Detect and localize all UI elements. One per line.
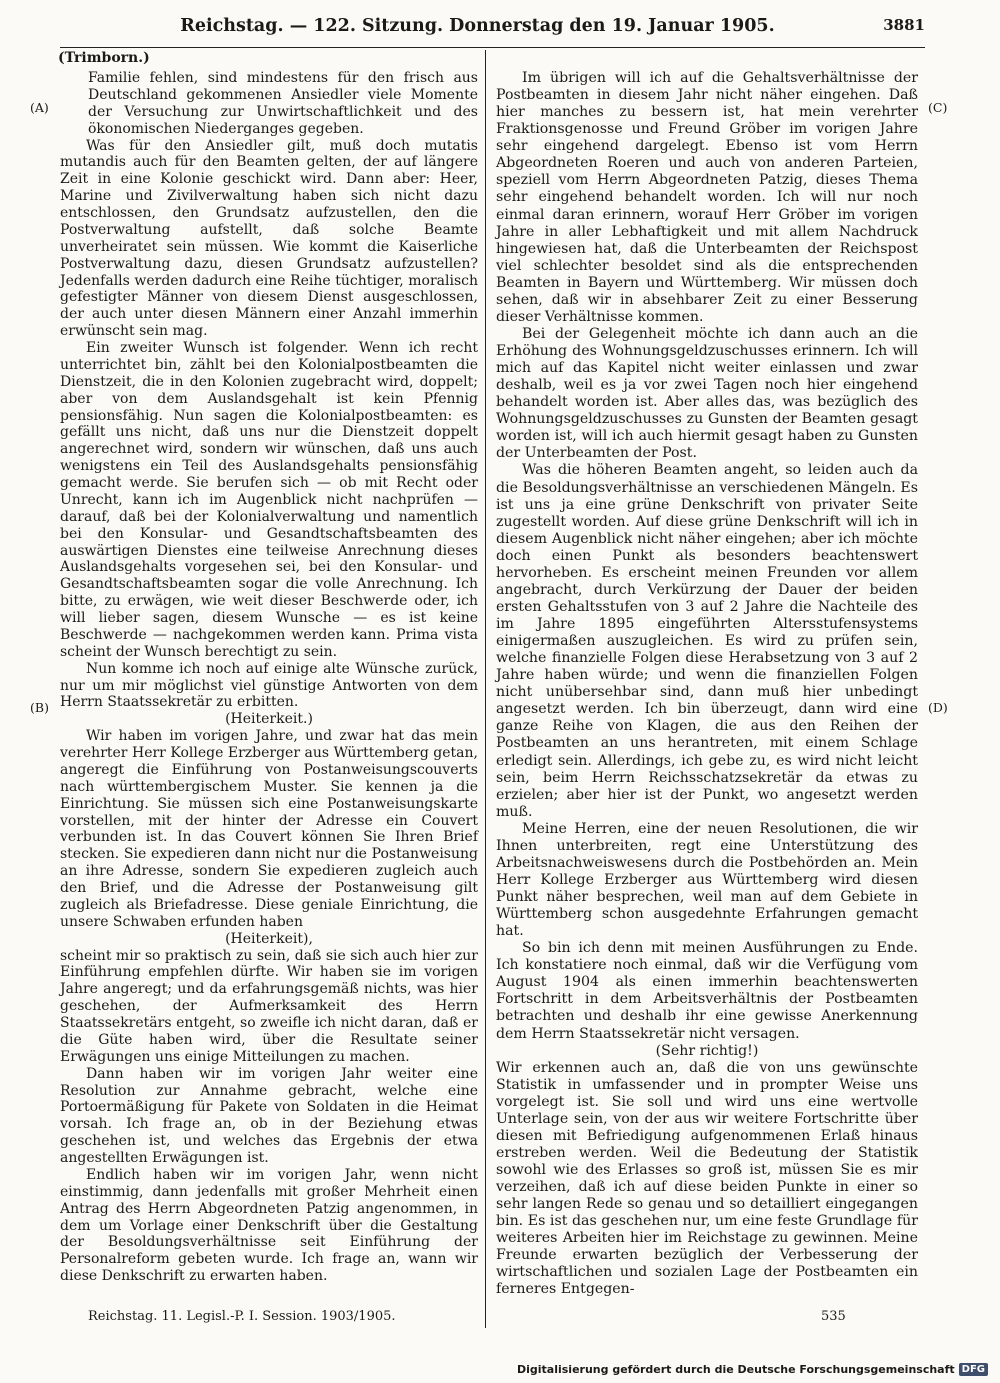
margin-marker-d: (D) [928, 700, 948, 715]
paragraph: Ein zweiter Wunsch ist folgender. Wenn ich recht unterrichtet bin, zählt bei den Kolonialpostbeamten die Dienstzeit, die in den Kolonien zugebracht wird, doppelt; aber von dem Auslandsgehalt ist kein Pfennig pensionsfähig. Nun sagen die Kolonialpostbeamten: es gefällt uns nicht, daß uns nur die Dienstzeit doppelt angerechnet wird, sondern wir wünschen, daß uns auch wenigstens ein Teil des Auslandsgehalts pensionsfähig gemacht werde. Sie berufen sich — ob mit Recht oder Unrecht, kann ich im Augenblick nicht nachprüfen — darauf, daß bei der Kolonialverwaltung und namentlich bei den Konsular- und Gesandtschaftsbeamten des auswärtigen Dienstes eine teilweise Anrechnung dieses Auslandsgehalts vorgesehen sei, bei den Konsular- und Gesandtschaftsbeamten sogar die volle Anrechnung. Ich bitte, zu erwägen, wie weit dieser Beschwerde oder, ich will lieber sagen, diesem Wunsche — es ist keine Beschwerde — nachgekommen werden kann. Prima vista scheint der Wunsch berechtigt zu sein. [60, 340, 478, 660]
paragraph: Was für den Ansiedler gilt, muß doch mutatis mutandis auch für den Beamten gelten, der auf längere Zeit in eine Kolonie geschickt wird. Dann aber: Heer, Marine und Zivilverwaltung haben sich nicht dazu entschlossen, den Grundsatz aufzustellen, den die Postverwaltung aufstellt, daß solche Beamte unverheiratet sein müssen. Wie kommt die Kaiserliche Postverwaltung dazu, diesen Grundsatz aufzustellen? Jedenfalls werden dadurch eine Reihe tüchtiger, moralisch gefestigter Männer von diesem Dienst ausgeschlossen, der auch unter diesen Männern einer Anzahl immerhin erwünscht sein mag. [60, 137, 478, 340]
paragraph: (Heiterkeit), [225, 930, 313, 947]
paragraph: Was die höheren Beamten angeht, so leiden auch da die Besoldungsverhältnisse an verschiedenen Mängeln. Es ist uns ja eine grüne Denkschrift von privater Seite zugestellt worden. Auf diese grüne Denkschrift will ich in diesem Augenblick nicht näher eingehen; aber ich möchte doch einen Punkt als besonders beachtenswert hervorheben. Es erscheint meinen Freunden vor allem angebracht, durch Verkürzung der Dauer der beiden ersten Gehaltsstufen von 3 auf 2 Jahre die Nachteile des im Jahre 1895 eingeführten Altersstufensystems einigermaßen auszugleichen. Es wird zu prüfen sein, welche finanzielle Folgen diese Herabsetzung von 3 auf 2 Jahre haben würde; und wenn die finanziellen Folgen nicht unübersehbar sind, dann muß hier unbedingt angesetzt werden. Ich bin überzeugt, dann wird eine ganze Reihe von Klagen, die aus den Reihen der Postbeamten an uns herantreten, mit einem Schlage erledigt sein. Allerdings, ich gebe zu, es wird nicht leicht sein, beim Herrn Reichsschatzsekretär da etwas zu erzielen; aber hier ist der Punkt, wo angesetzt werden muß. [496, 462, 918, 820]
left-column [60, 70, 478, 1285]
paragraph: (Sehr richtig!) [655, 1042, 759, 1059]
paragraph: Meine Herren, eine der neuen Resolutionen, die wir Ihnen unterbreiten, regt eine Unterstützung des Arbeitsnachweiswesens durch die Postbehörden an. Mein Herr Kollege Erzberger aus Württemberg wird diesen Punkt näher besprechen, weil man auf dem Gebiete in Württemberg schon ausgedehnte Erfahrungen gemacht hat. [496, 820, 918, 940]
paragraph: So bin ich denn mit meinen Ausführungen zu Ende. Ich konstatiere noch einmal, daß wir die Verfügung vom August 1904 als einen immerhin beachtenswerten Fortschritt in dem Arbeitsverhältnis der Postbeamten betrachten und deshalb ihr eine gewisse Anerkennung dem Herrn Staatssekretär nicht versagen. [496, 940, 918, 1042]
running-title: Reichstag. — 122. Sitzung. Donnerstag den 19. Januar 1905. [180, 16, 775, 36]
footer-sheet-number: 535 [821, 1309, 846, 1324]
digitization-credit [517, 1363, 988, 1376]
margin-marker-c: (C) [928, 100, 948, 115]
paragraph: Familie fehlen, sind mindestens für den frisch aus Deutschland gekommenen Ansiedler viele Momente der Versuchung zur Unwirtschaftlichkeit und des ökonomischen Niederganges gegeben. [88, 70, 478, 137]
paragraph: Nun komme ich noch auf einige alte Wünsche zurück, nur um mir möglichst viel günstige Antworten von dem Herrn Staatssekretär zu erbitten. [60, 660, 478, 711]
credit-text: Digitalisierung gefördert durch die Deutsche Forschungsgemeinschaft [516, 1363, 955, 1376]
paragraph: (Heiterkeit.) [225, 711, 313, 728]
paragraph: Bei der Gelegenheit möchte ich dann auch an die Erhöhung des Wohnungsgeldzuschusses erinnern. Ich will mich auf das Kapitel nicht weiter einlassen und zwar deshalb, weil es ja vor zwei Tagen noch hier eingehend behandelt worden ist. Aber alles das, was bezüglich des Wohnungsgeldzuschusses zu Gunsten der Beamten gesagt worden ist, will ich auch hiermit gesagt haben zu Gunsten der Unterbeamten der Post. [496, 325, 918, 462]
dfg-logo-icon: DFG [959, 1363, 988, 1376]
page-header [30, 6, 925, 40]
header-rule [60, 47, 925, 48]
paragraph: Im übrigen will ich auf die Gehaltsverhältnisse der Postbeamten in diesem Jahr nicht näher eingehen. Daß hier manches zu bessern ist, hat mein verehrter Fraktionsgenosse und Freund Gröber im vorigen Jahre sehr eingehend dargelegt. Ebenso ist vom Herrn Abgeordneten Roeren und auch von anderen Parteien, speziell vom Herrn Abgeordneten Patzig, dieses Thema sehr eingehend behandelt worden. Ich will nur noch einmal daran erinnern, worauf Herr Gröber im vorigen Jahre in aller Lebhaftigkeit und mit allem Nachdruck hingewiesen hat, daß die Unterbeamten der Reichspost viel schlechter besoldet sind als die entsprechenden Beamten in Bayern und Württemberg. Wir müssen doch sehen, daß wir in absehbarer Zeit zu einer Besserung dieser Verhältnisse kommen. [496, 70, 918, 325]
paragraph: Wir haben im vorigen Jahre, und zwar hat das mein verehrter Herr Kollege Erzberger aus Württemberg getan, angeregt die Einführung von Postanweisungscouverts nach württembergischem Muster. Sie kennen ja die Einrichtung. Sie müssen sich eine Postanweisungskarte vorstellen, mit der hinter der Adresse ein Couvert verbunden ist. In das Couvert können Sie Ihren Brief stecken. Sie expedieren dann nicht nur die Postanweisung an ihre Adresse, sondern Sie expedieren zugleich auch den Brief, und die Adresse der Postanweisung gilt zugleich als Briefadresse. Diese geniale Einrichtung, die unsere Schwaben erfunden haben [60, 728, 478, 930]
paragraph: scheint mir so praktisch zu sein, daß sie sich auch hier zur Einführung empfehlen dürfte. Wir haben sie im vorigen Jahre angeregt; und da erfahrungsgemäß nichts, was hier geschehen, der Aufmerksamkeit des Herrn Staatssekretärs entgeht, so zweifle ich nicht daran, daß er die Güte haben wird, über die Resultate seiner Erwägungen uns einige Mitteilungen zu machen. [60, 947, 478, 1065]
paragraph: Wir erkennen auch an, daß die von uns gewünschte Statistik in umfassender und in prompter Weise uns vorgelegt ist. Sie soll und wird uns eine wertvolle Unterlage sein, von der aus wir weitere Fortschritte über diesen mit Befriedigung aufgenommenen Erlaß hinaus erstreben werden. Weil die Bedeutung der Statistik sowohl wie des Erlasses so groß ist, müssen Sie es mir verzeihen, daß ich auf diese beiden Punkte in einer so sehr langen Rede so genau und so detailliert eingegangen bin. Es ist das geschehen nur, um eine feste Grundlage für weiteres Arbeiten hier im Reichstage zu gewinnen. Meine Freunde erwarten bezüglich der Verbesserung der wirtschaftlichen und sozialen Lage der Postbeamten ein ferneres Entgegen- [496, 1059, 918, 1298]
paragraph: Endlich haben wir im vorigen Jahr, wenn nicht einstimmig, dann jedenfalls mit großer Mehrheit einen Antrag des Herrn Abgeordneten Patzig angenommen, in dem um Vorlage einer Denkschrift über die Gestaltung der Besoldungsverhältnisse seit Einführung der Personalreform gebeten wurde. Ich frage an, wann wir diese Denkschrift zu erwarten haben. [60, 1166, 478, 1285]
column-divider [485, 50, 486, 1328]
paragraph: Dann haben wir im vorigen Jahr weiter eine Resolution zur Annahme gebracht, welche eine Portoermäßigung für Pakete von Soldaten in die Heimat vorsah. Ich frage an, ob in der Beziehung etwas geschehen ist, und welches das Ergebnis der etwa angestellten Erwägungen ist. [60, 1065, 478, 1166]
margin-marker-a: (A) [30, 100, 49, 115]
right-column [496, 70, 918, 1299]
page-number: 3881 [883, 16, 925, 34]
speaker-name: (Trimborn.) [58, 50, 150, 66]
footer-session: Reichstag. 11. Legisl.-P. I. Session. 1903/1905. [88, 1309, 396, 1324]
margin-marker-b: (B) [30, 700, 49, 715]
